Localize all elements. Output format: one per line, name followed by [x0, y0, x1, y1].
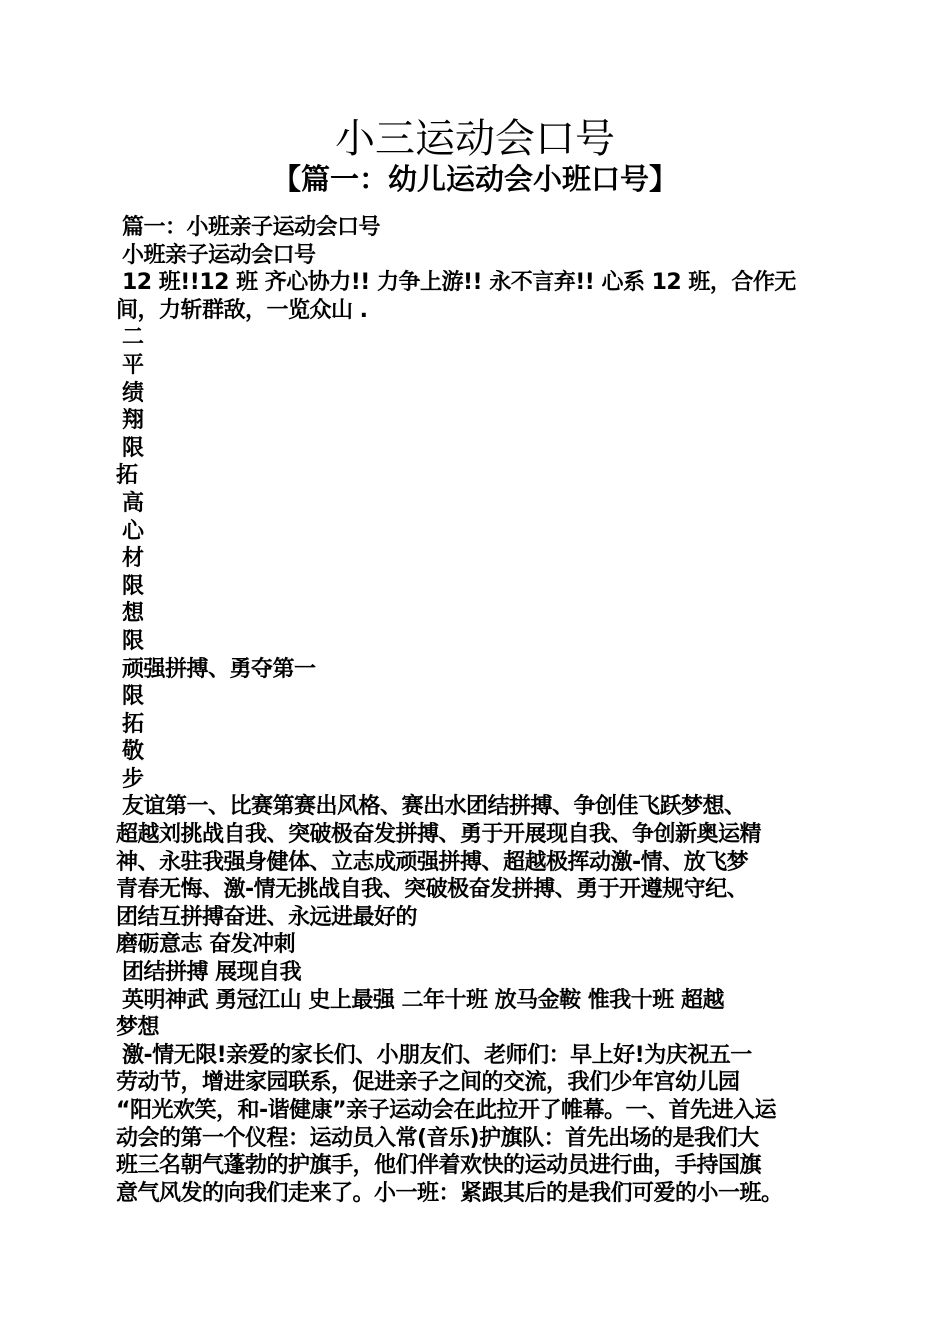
section-heading: 篇一：小班亲子运动会口号 — [122, 215, 381, 240]
text-line: 限 — [122, 573, 144, 599]
text-line: 想 — [122, 601, 144, 627]
text-line: 青春无悔、激-情无挑战自我、突破极奋发拼搏、勇于开遵规守纪、 — [116, 877, 749, 903]
text-line: 友谊第一、比赛第赛出风格、赛出水团结拼搏、争创佳飞跃梦想、 — [122, 794, 746, 820]
text-line: 团结拼搏 展现自我 — [122, 960, 302, 986]
text-line: 心 — [122, 518, 144, 544]
text-line: 劳动节，增进家园联系，促进亲子之间的交流，我们少年宫幼儿园 — [116, 1070, 740, 1096]
text-line: 拓 — [116, 463, 138, 489]
text-line: 翔 — [122, 408, 144, 434]
slogan-heading: 小班亲子运动会口号 — [122, 242, 316, 268]
text-line: 限 — [122, 684, 144, 710]
text-line: 超越刘挑战自我、突破极奋发拼搏、勇于开展现自我、争创新奥运精 — [116, 822, 762, 848]
text-line: 敬 — [122, 739, 144, 765]
text-line: 团结互拼搏奋进、永远进最好的 — [116, 904, 418, 930]
text-line: 步 — [122, 766, 144, 792]
text-line: 英明神武 勇冠江山 史上最强 二年十班 放马金鞍 惟我十班 超越 — [122, 987, 724, 1013]
document-title: 小三运动会口号 — [335, 116, 615, 162]
text-line: 梦想 — [116, 1015, 160, 1041]
text-line: 顽强拼搏、勇夺第一 — [122, 656, 316, 682]
text-line: 限 — [122, 435, 144, 461]
text-line: 限 — [122, 628, 144, 654]
text-line: 12 班!!12 班 齐心协力!! 力争上游!! 永不言弃!! 心系 12 班，合作无 — [122, 270, 796, 296]
text-line: 意气风发的向我们走来了。小一班：紧跟其后的是我们可爱的小一班。 — [116, 1180, 783, 1206]
text-line: 激-情无限!亲爱的家长们、小朋友们、老师们：早上好!为庆祝五一 — [122, 1042, 752, 1068]
text-line: 绩 — [122, 380, 144, 406]
text-line: 高 — [122, 490, 144, 516]
text-line: 班三名朝气蓬勃的护旗手，他们伴着欢快的运动员进行曲，手持国旗 — [116, 1153, 762, 1179]
text-line: 磨砺意志 奋发冲刺 — [116, 932, 296, 958]
document-body — [116, 214, 840, 1207]
text-line: “阳光欢笑，和-谐健康”亲子运动会在此拉开了帷幕。一、首先进入运 — [116, 1098, 777, 1123]
text-line: 平 — [122, 352, 144, 378]
document-subtitle: 【篇一：幼儿运动会小班口号】 — [271, 162, 678, 196]
text-line: 动会的第一个仪程：运动员入常(音乐)护旗队：首先出场的是我们大 — [116, 1125, 759, 1151]
text-line: 材 — [122, 546, 144, 572]
text-line: 间，力斩群敌，一览众山 . — [116, 297, 368, 323]
text-line: 拓 — [122, 711, 144, 737]
text-line: 神、永驻我强身健体、立志成顽强拼搏、超越极挥动激-情、放飞梦 — [116, 849, 749, 875]
text-line: 二 — [122, 325, 144, 351]
